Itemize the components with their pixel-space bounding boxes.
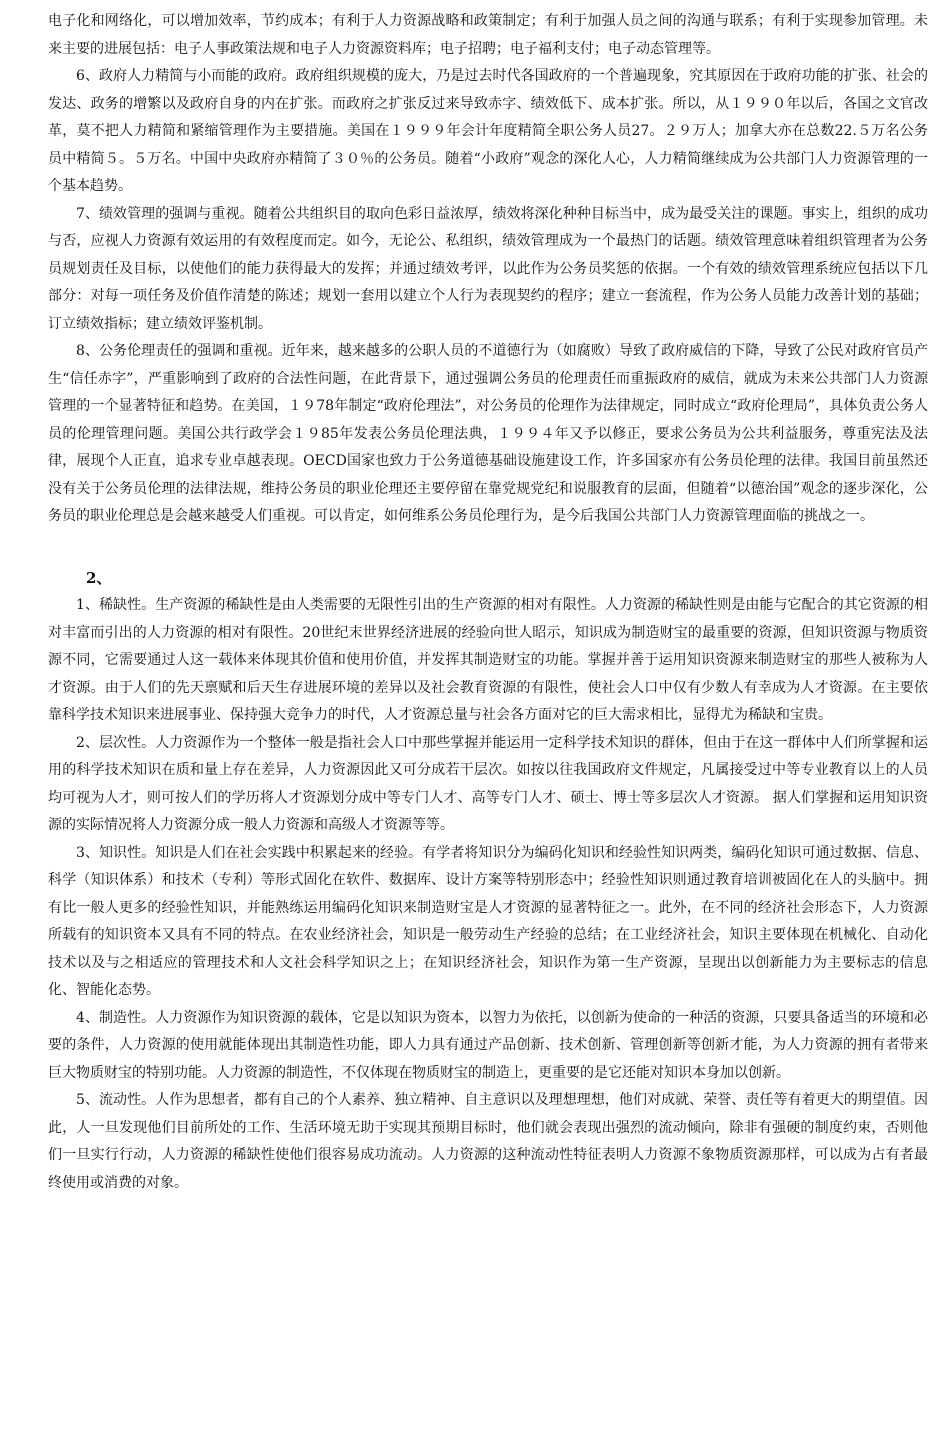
document-page [48, 8, 928, 1197]
paragraph-continuation: 电子化和网络化，可以增加效率，节约成本；有利于人力资源战略和政策制定；有利于加强人员之间的沟通与联系；有利于实现参加管理。未来主要的进展包括：电子人事政策法规和电子人力资源资料库；电子招聘；电子福利支付；电子动态管理等。 [48, 13, 928, 57]
paragraph-item-7: 7、绩效管理的强调与重视。随着公共组织目的取向色彩日益浓厚，绩效将深化种种目标当中，成为最受关注的课题。事实上，组织的成功与否，应视人力资源有效运用的有效程度而定。如今，无论公、私组织，绩效管理成为一个最热门的话题。绩效管理意味着组织管理者为公务员规划责任及目标，以使他们的能力获得最大的发挥；并通过绩效考评，以此作为公务员奖惩的依据。一个有效的绩效管理系统应包括以下几部分：对每一项任务及价值作清楚的陈述；规划一套用以建立个人行为表现契约的程序；建立一套流程，作为公务人员能力改善计划的基础；订立绩效指标；建立绩效评鉴机制。 [48, 205, 928, 332]
section-heading: 2、 [86, 568, 112, 587]
paragraph-knowledge: 3、知识性。知识是人们在社会实践中积累起来的经验。有学者将知识分为编码化知识和经验性知识两类，编码化知识可通过数据、信息、科学（知识体系）和技术（专利）等形式固化在软件、数据库、设计方案等特别形态中；经验性知识则通过教育培训被固化在人的头脑中。拥有比一般人更多的经验性知识，并能熟练运用编码化知识来制造财宝是人才资源的显著特征之一。此外，在不同的经济社会形态下，人力资源所载有的知识资本又具有不同的特点。在农业经济社会，知识是一般劳动生产经验的总结；在工业经济社会，知识主要体现在机械化、自动化技术以及与之相适应的管理技术和人文社会科学知识之上；在知识经济社会，知识作为第一生产资源，呈现出以创新能力为主要标志的信息化、智能化态势。 [48, 844, 928, 998]
paragraph-item-8: 8、公务伦理责任的强调和重视。近年来，越来越多的公职人员的不道德行为（如腐败）导致了政府威信的下降，导致了公民对政府官员产生“信任赤字”，严重影响到了政府的合法性问题，在此背景下，通过强调公务员的伦理责任而重振政府的威信，就成为未来公共部门人力资源管理的一个显著特征和趋势。在美国，１９78年制定“政府伦理法”，对公务员的伦理作为法律规定，同时成立“政府伦理局”，具体负责公务人员的伦理管理问题。美国公共行政学会１９85年发表公务员伦理法典，１９９４年又予以修正，要求公务员为公共利益服务，尊重宪法及法律，展现个人正直，追求专业卓越表现。OECD国家也致力于公务道德基础设施建设工作，许多国家亦有公务员伦理的法律。我国目前虽然还没有关于公务员伦理的法律法规，维持公务员的职业伦理还主要停留在靠党规党纪和说服教育的层面，但随着“以德治国”观念的逐步深化，公务员的职业伦理总是会越来越受人们重视。可以肯定，如何维系公务员伦理行为，是今后我国公共部门人力资源管理面临的挑战之一。 [48, 343, 928, 524]
paragraph-hierarchy: 2、层次性。人力资源作为一个整体一般是指社会人口中那些掌握并能运用一定科学技术知识的群体，但由于在这一群体中人们所掌握和运用的科学技术知识在质和量上存在差异，人力资源因此又可分成若干层次。如按以往我国政府文件规定，凡属接受过中等专业教育以上的人员均可视为人才，则可按人们的学历将人才资源划分成中等专门人才、高等专门人才、硕士、博士等多层次人才资源。 据人们掌握和运用知识资源的实际情况将人力资源分成一般人力资源和高级人才资源等等。 [48, 734, 928, 833]
paragraph-mobility: 5、流动性。人作为思想者，都有自己的个人素养、独立精神、自主意识以及理想理想，他们对成就、荣誉、责任等有着更大的期望值。因此，人一旦发现他们目前所处的工作、生活环境无助于实现其预期目标时，他们就会表现出强烈的流动倾向，除非有强硬的制度约束，否则他们一旦实行行动，人力资源的稀缺性使他们很容易成功流动。人力资源的这种流动性特征表明人力资源不象物质资源那样，可以成为占有者最终使用或消费的对象。 [48, 1092, 928, 1191]
paragraph-item-6: 6、政府人力精简与小而能的政府。政府组织规模的庞大，乃是过去时代各国政府的一个普遍现象，究其原因在于政府功能的扩张、社会的发达、政务的增繁以及政府自身的内在扩张。而政府之扩张反过来导致赤字、绩效低下、成本扩张。所以，从１９９０年以后，各国之文官改革，莫不把人力精简和紧缩管理作为主要措施。美国在１９９９年会计年度精简全职公务人员27。２９万人；加拿大亦在总数22.５万名公务员中精简５。５万名。中国中央政府亦精简了３０％的公务员。随着“小政府”观念的深化人心，人力精简继续成为公共部门人力资源管理的一个基本趋势。 [48, 68, 928, 194]
paragraph-creativity: 4、制造性。人力资源作为知识资源的载体，它是以知识为资本，以智力为依托，以创新为使命的一种活的资源，只要具备适当的环境和必要的条件，人力资源的使用就能体现出其制造性功能，即人力具有通过产品创新、技术创新、管理创新等创新才能，为人力资源的拥有者带来巨大物质财宝的特别功能。人力资源的制造性，不仅体现在物质财宝的制造上，更重要的是它还能对知识本身加以创新。 [48, 1009, 928, 1081]
paragraph-scarcity: 1、稀缺性。生产资源的稀缺性是由人类需要的无限性引出的生产资源的相对有限性。人力资源的稀缺性则是由能与它配合的其它资源的相对丰富而引出的人力资源的相对有限性。20世纪末世界经济进展的经验向世人昭示，知识成为制造财宝的最重要的资源，但知识资源与物质资源不同，它需要通过人这一载体来体现其价值和使用价值，并发挥其制造财宝的功能。掌握并善于运用知识资源来制造财宝的那些人被称为人才资源。由于人们的先天禀赋和后天生存进展环境的差异以及社会教育资源的有限性，使社会人口中仅有少数人有幸成为人才资源。在主要依靠科学技术知识来进展事业、保持强大竞争力的时代，人才资源总量与社会各方面对它的巨大需求相比，显得尤为稀缺和宝贵。 [48, 597, 928, 723]
